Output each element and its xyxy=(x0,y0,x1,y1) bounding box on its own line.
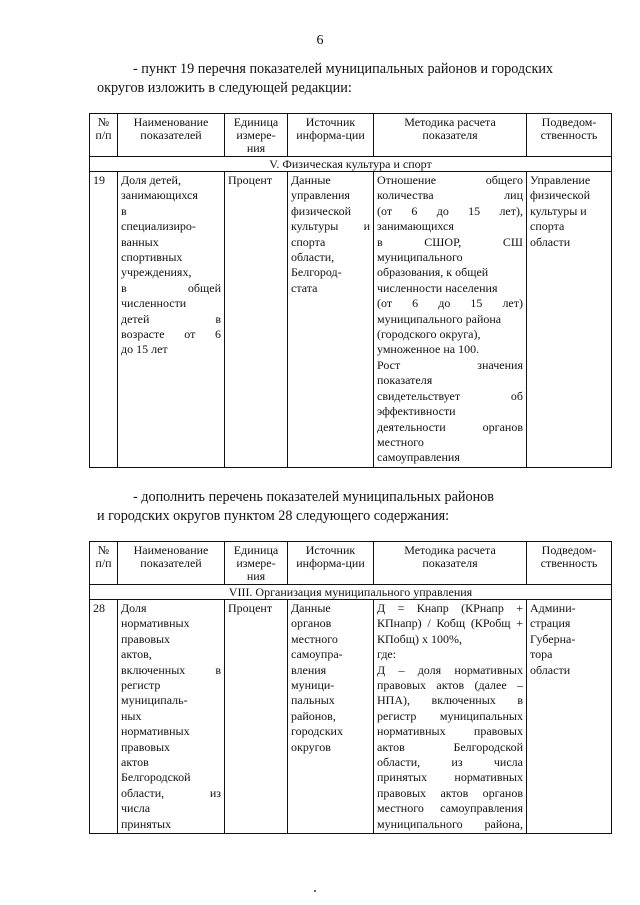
method-line: показателя xyxy=(377,373,433,388)
method-line: муниципального xyxy=(377,250,463,265)
section-row xyxy=(90,585,612,600)
indicator-name-line: актов, xyxy=(121,647,152,662)
indicator-name-line: ванных xyxy=(121,234,159,249)
indicator-name-line: возрасте от 6 xyxy=(121,327,221,342)
source-line: муници- xyxy=(291,678,335,693)
method-cell xyxy=(374,600,527,834)
method-line: местного самоуправления xyxy=(377,801,523,816)
indicator-name-line: Доля детей, xyxy=(121,173,181,187)
indicator-name-line: нормативных xyxy=(121,616,190,631)
method-line: численности населения xyxy=(377,280,498,295)
indicator-name-line: принятых xyxy=(121,816,172,831)
method-line: КПнапр) / Кобщ (КРобщ + xyxy=(377,616,523,631)
indicator-name-line: детей в xyxy=(121,311,221,326)
source-line: органов xyxy=(291,616,332,631)
method-line: нормативных правовых xyxy=(377,724,523,739)
dept-cell xyxy=(527,172,612,468)
source-line: культуры и xyxy=(291,219,370,234)
table-row xyxy=(90,600,612,834)
indicator-name-line: специализиро- xyxy=(121,219,196,234)
method-line: (от 6 до 15 лет) xyxy=(377,296,523,311)
indicator-name-line: численности xyxy=(121,296,187,311)
method-line: Рост значения xyxy=(377,357,523,372)
table-row xyxy=(90,172,612,468)
header-source: Источник информа-ции xyxy=(288,114,374,157)
intro-line-2: округов изложить в следующей редакции: xyxy=(97,80,352,96)
indicator-table-19 xyxy=(89,113,612,468)
method-line: самоуправления xyxy=(377,450,460,465)
indicator-table-28 xyxy=(89,541,612,834)
second-line-1: - дополнить перечень показателей муниципальных районов xyxy=(133,489,494,505)
intro-paragraph xyxy=(97,60,607,98)
dept-line: культуры и xyxy=(530,203,587,218)
method-line: умноженное на 100. xyxy=(377,342,480,357)
source-line: местного xyxy=(291,631,338,646)
source-line: области, xyxy=(291,250,335,265)
row-number: 28 xyxy=(90,600,118,834)
indicator-name-cell xyxy=(118,172,225,468)
indicator-name-line: спортивных xyxy=(121,250,183,265)
header-num: № п/п xyxy=(90,542,118,585)
method-line: образования, к общей xyxy=(377,265,489,280)
method-line: регистр муниципальных xyxy=(377,708,523,723)
table-header-row xyxy=(90,114,612,157)
unit-cell: Процент xyxy=(225,172,288,468)
source-cell xyxy=(288,600,374,834)
dept-line: Админи- xyxy=(530,601,576,615)
method-line: (от 6 до 15 лет), xyxy=(377,203,523,218)
header-unit: Единица измере-ния xyxy=(225,114,288,157)
indicator-name-line: до 15 лет xyxy=(121,342,168,357)
dept-cell xyxy=(527,600,612,834)
method-cell xyxy=(374,172,527,468)
method-line: Отношение общего xyxy=(377,173,523,187)
method-line: принятых нормативных xyxy=(377,770,523,785)
header-unit: Единица измере-ния xyxy=(225,542,288,585)
source-cell xyxy=(288,172,374,468)
header-num: № п/п xyxy=(90,114,118,157)
page-number: 6 xyxy=(316,33,324,48)
method-line: занимающихся xyxy=(377,219,454,234)
header-source: Источник информа-ции xyxy=(288,542,374,585)
indicator-name-line: Белгородской xyxy=(121,770,191,785)
indicator-name-line: муниципаль- xyxy=(121,693,188,708)
method-line: муниципального района xyxy=(377,311,502,326)
table-header-row xyxy=(90,542,612,585)
source-line: спорта xyxy=(291,234,326,249)
indicator-name-line: числа xyxy=(121,801,151,816)
indicator-name-line: правовых xyxy=(121,739,171,754)
indicator-name-line: учреждениях, xyxy=(121,265,192,280)
method-line: Д – доля нормативных xyxy=(377,662,523,677)
method-line: (городского округа), xyxy=(377,327,481,342)
method-line: правовых актов (далее – xyxy=(377,678,523,693)
method-line: муниципального района, xyxy=(377,816,523,831)
method-line: где: xyxy=(377,647,397,662)
dept-line: физической xyxy=(530,188,590,203)
dept-line: области xyxy=(530,662,571,677)
indicator-name-line: в xyxy=(121,203,127,218)
scan-dot xyxy=(314,890,316,892)
source-line: городских xyxy=(291,724,343,739)
indicator-name-line: включенных в xyxy=(121,662,221,677)
source-line: Данные xyxy=(291,601,331,615)
header-dept: Подведом-ственность xyxy=(527,114,612,157)
source-line: физической xyxy=(291,203,351,218)
method-line: свидетельствует об xyxy=(377,388,523,403)
source-line: Белгород- xyxy=(291,265,342,280)
header-dept: Подведом-ственность xyxy=(527,542,612,585)
dept-line: спорта xyxy=(530,219,565,234)
source-line: округов xyxy=(291,739,331,754)
header-name: Наименование показателей xyxy=(118,542,225,585)
method-line: актов Белгородской xyxy=(377,739,523,754)
source-line: вления xyxy=(291,662,327,677)
dept-line: Губерна- xyxy=(530,631,576,646)
indicator-name-line: Доля xyxy=(121,601,147,615)
header-method: Методика расчета показателя xyxy=(374,542,527,585)
indicator-name-line: занимающихся xyxy=(121,188,198,203)
method-line: правовых актов органов xyxy=(377,785,523,800)
indicator-name-line: актов xyxy=(121,755,149,770)
method-line: КПобщ) х 100%, xyxy=(377,631,463,646)
dept-line: страция xyxy=(530,616,571,631)
source-line: самоупра- xyxy=(291,647,343,662)
source-line: Данные xyxy=(291,173,331,187)
method-line: Д = Кнапр (КРнапр + xyxy=(377,601,523,615)
section-title: V. Физическая культура и спорт xyxy=(90,157,612,172)
indicator-name-line: регистр xyxy=(121,678,161,693)
header-name: Наименование показателей xyxy=(118,114,225,157)
header-method: Методика расчета показателя xyxy=(374,114,527,157)
dept-line: Управление xyxy=(530,173,591,187)
method-line: НПА), включенных в xyxy=(377,693,523,708)
method-line: области, из числа xyxy=(377,755,523,770)
indicator-name-line: нормативных xyxy=(121,724,190,739)
source-line: районов, xyxy=(291,708,336,723)
indicator-name-line: области, из xyxy=(121,785,221,800)
intro-line-1: - пункт 19 перечня показателей муниципальных районов и городских xyxy=(133,61,554,77)
method-line: местного xyxy=(377,434,424,449)
method-line: в СШОР, СШ xyxy=(377,234,523,249)
dept-line: области xyxy=(530,234,571,249)
source-line: стата xyxy=(291,280,318,295)
second-line-2: и городских округов пунктом 28 следующего содержания: xyxy=(97,508,450,524)
section-title: VIII. Организация муниципального управления xyxy=(90,585,612,600)
indicator-name-cell xyxy=(118,600,225,834)
method-line: деятельности органов xyxy=(377,419,523,434)
indicator-name-line: правовых xyxy=(121,631,171,646)
indicator-name-line: в общей xyxy=(121,280,221,295)
section-row xyxy=(90,157,612,172)
second-paragraph xyxy=(97,488,607,526)
method-line: эффективности xyxy=(377,404,456,419)
row-number: 19 xyxy=(90,172,118,468)
dept-line: тора xyxy=(530,647,553,662)
source-line: управления xyxy=(291,188,350,203)
unit-cell: Процент xyxy=(225,600,288,834)
source-line: пальных xyxy=(291,693,335,708)
indicator-name-line: ных xyxy=(121,708,142,723)
method-line: количества лиц xyxy=(377,188,523,203)
